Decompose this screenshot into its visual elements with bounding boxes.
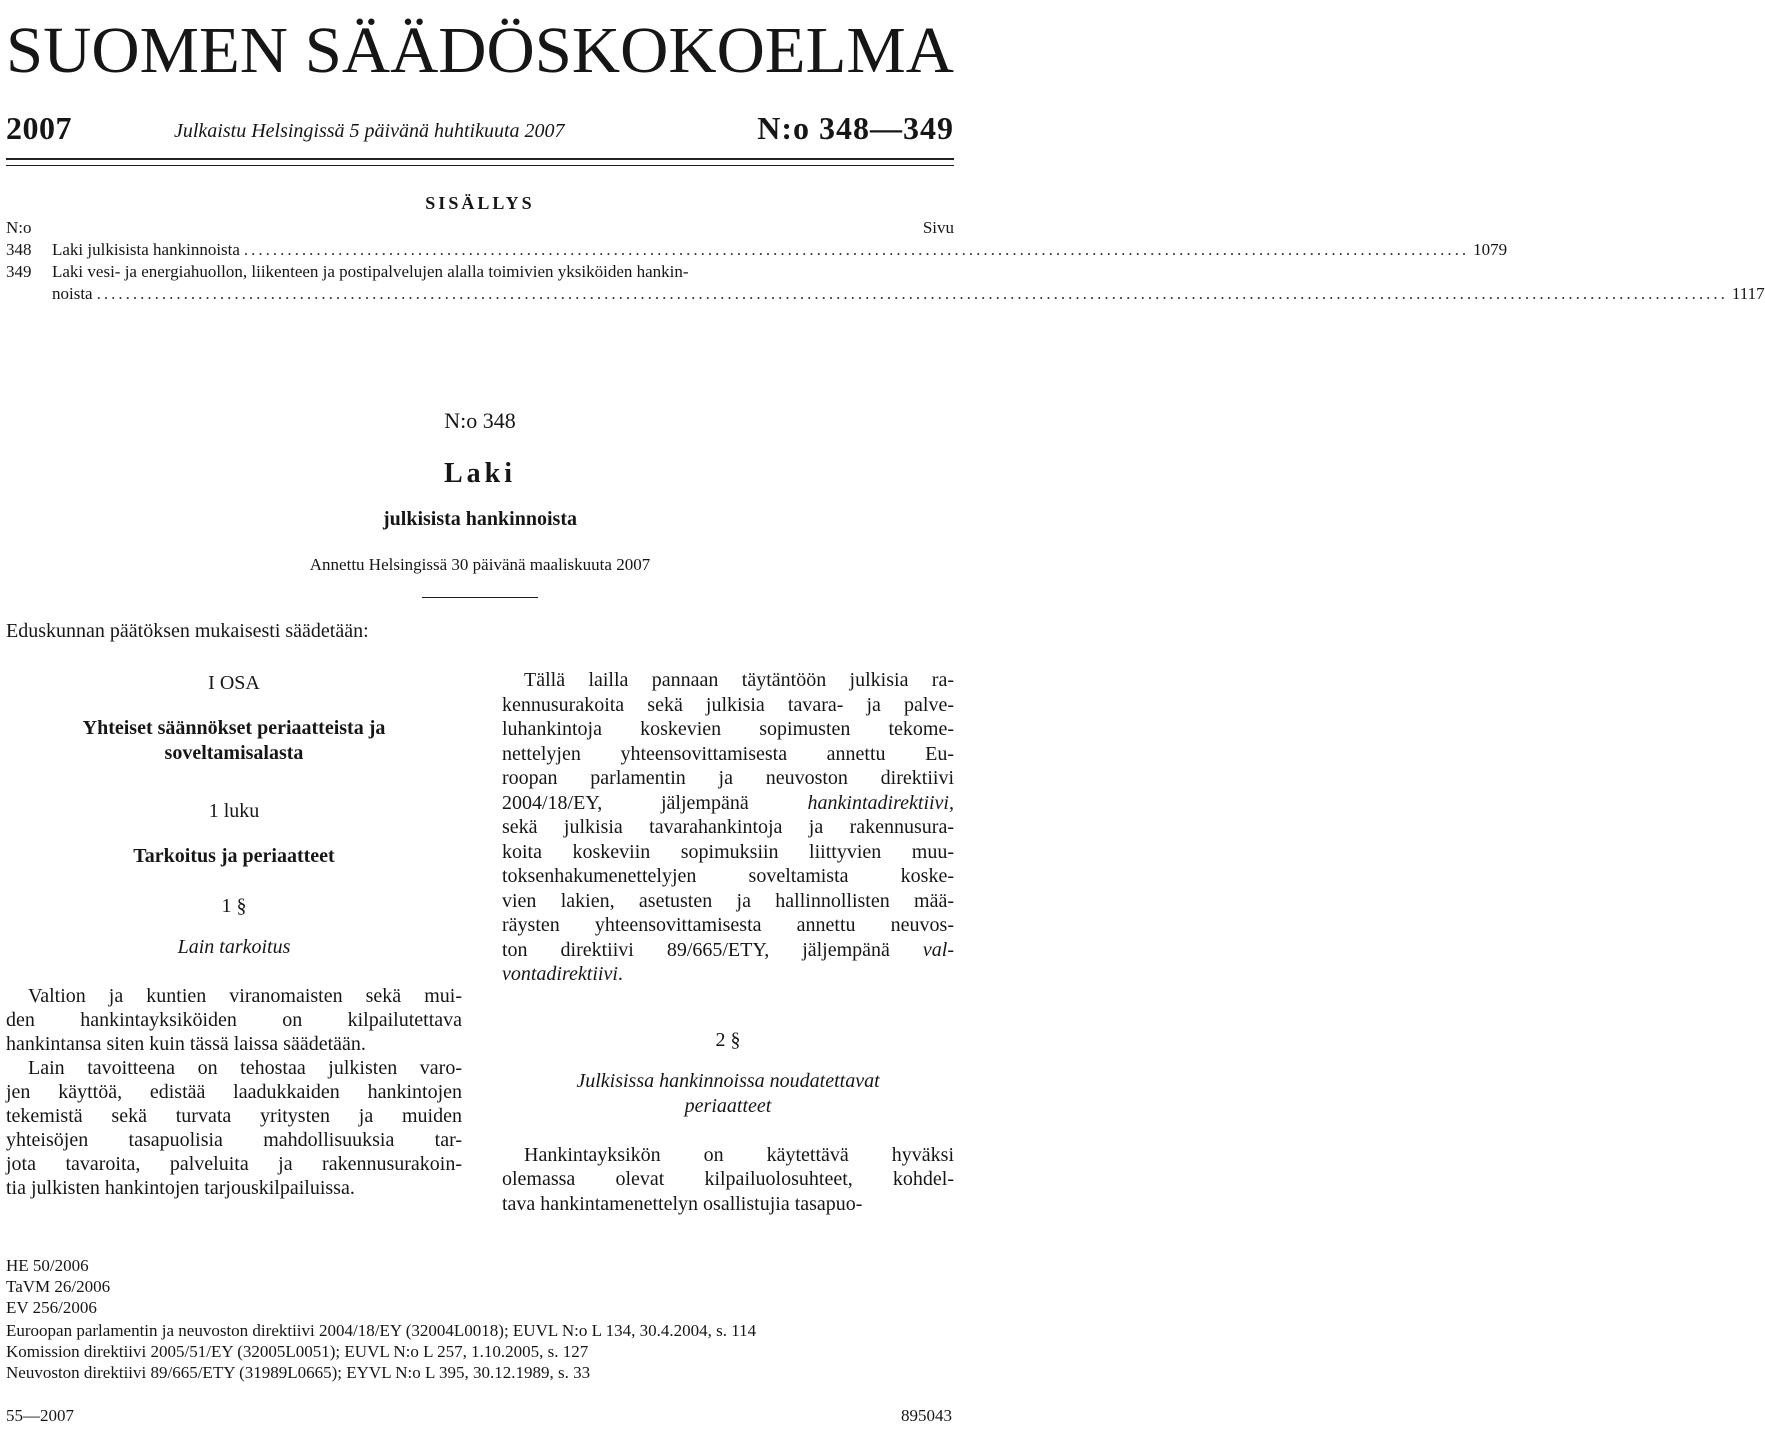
footer-left: 55—2007 — [6, 1406, 74, 1425]
toc-entry-continued[interactable] — [6, 283, 1765, 305]
text-line — [502, 938, 954, 963]
text-run: . — [617, 963, 623, 985]
text-run: ton direktiivi 89/665/ETY, jäljempänä — [502, 938, 923, 961]
text-line: nettelyjen yhteensovittamisesta annettu Eu- — [502, 742, 954, 765]
toc-entry-title: Laki julkisista hankinnoista — [52, 240, 240, 259]
masthead-rule-thick — [6, 158, 954, 160]
eu-reference-line: Komission direktiivi 2005/51/EY (32005L0051); EUVL N:o L 257, 1.10.2005, s. 127 — [6, 1342, 589, 1361]
part-title-line: Yhteiset säännökset periaatteista ja — [82, 717, 386, 739]
toc-indent — [6, 283, 52, 305]
text-line: sekä julkisia tavarahankintoja ja rakennusura- — [502, 816, 954, 838]
chapter-title: Tarkoitus ja periaatteet — [133, 845, 335, 867]
text-line: den hankintayksiköiden on kilpailutettava — [6, 1009, 462, 1031]
act-type: Laki — [443, 458, 517, 489]
reference-line: HE 50/2006 — [6, 1256, 89, 1275]
text-line: yhteisöjen tasapuolisia mahdollisuuksia tar- — [6, 1129, 462, 1151]
enactment-clause: Eduskunnan päätöksen mukaisesti säädetään: — [6, 620, 369, 642]
toc-header — [6, 217, 954, 239]
legislative-references — [6, 1255, 110, 1318]
text-line: Hankintayksikön on käytettävä hyväksi — [524, 1143, 954, 1166]
issue-row — [6, 110, 954, 154]
text-line — [502, 962, 954, 987]
paragraph — [6, 984, 462, 1200]
text-line: räysten yhteensovittamisesta annettu neuvos- — [502, 914, 954, 936]
reference-line: TaVM 26/2006 — [6, 1277, 111, 1296]
text-run: 2004/18/EY, jäljempänä — [502, 791, 808, 814]
left-column — [6, 668, 462, 1200]
toc-col-page: Sivu — [922, 218, 954, 237]
issue-published: Julkaistu Helsingissä 5 päivänä huhtikuuta 2007 — [174, 120, 565, 142]
act-number: N:o 348 — [444, 408, 516, 433]
toc-entry-page: 1079 — [1473, 240, 1508, 259]
footer-right: 895043 — [901, 1406, 952, 1425]
text-line: tekemistä sekä turvata yritysten ja muiden — [6, 1105, 462, 1127]
eu-references — [6, 1320, 756, 1383]
section-title: Lain tarkoitus — [177, 936, 291, 958]
term-valvontadirektiivi-end: vontadirektiivi — [502, 963, 618, 985]
text-line: koita koskeviin sopimuksiin liittyvien muu- — [502, 840, 954, 863]
section-title-line: Julkisissa hankinnoissa noudatettavat — [576, 1069, 880, 1092]
issue-numbers: N:o 348—349 — [757, 110, 954, 146]
issue-year: 2007 — [6, 110, 72, 146]
toc-leader-dots: ......................................................................................................................................................................... — [243, 240, 1470, 259]
masthead-rule-thin — [6, 165, 954, 166]
section-heading: 2 § — [715, 1028, 741, 1051]
text-line: Valtion ja kuntien viranomaisten sekä mui- — [28, 985, 462, 1007]
toc-entry-number: 348 — [6, 240, 32, 259]
toc-col-no: N:o — [6, 218, 32, 237]
act-divider — [422, 597, 538, 598]
eu-reference-line: Neuvoston direktiivi 89/665/ETY (31989L0665); EYVL N:o L 395, 30.12.1989, s. 33 — [6, 1363, 591, 1382]
section-title-line: periaatteet — [684, 1094, 772, 1117]
chapter-heading: 1 luku — [208, 800, 260, 822]
text-line: roopan parlamentin ja neuvoston direktiivi — [502, 767, 954, 789]
section-title — [502, 1069, 954, 1119]
toc-title: SISÄLLYS — [425, 193, 535, 213]
term-valvontadirektiivi-start: val- — [922, 938, 954, 961]
text-line: Tällä lailla pannaan täytäntöön julkisia ra- — [524, 669, 954, 691]
text-line: kennusurakoita sekä julkisia tavara- ja palve- — [502, 693, 954, 716]
eu-reference-line: Euroopan parlamentin ja neuvoston direktiivi 2004/18/EY (32004L0018); EUVL N:o L 134, 30.4.2004, s. 114 — [6, 1321, 757, 1340]
part-heading: I OSA — [208, 672, 260, 694]
text-line — [502, 791, 954, 816]
text-line: jen käyttöä, edistää laadukkaiden hankintojen — [6, 1081, 462, 1103]
toc-entry-number: 349 — [6, 262, 32, 281]
term-hankintadirektiivi: hankintadirektiivi, — [807, 791, 954, 814]
text-line: Lain tavoitteena on tehostaa julkisten varo- — [28, 1057, 462, 1079]
text-line: tia julkisten hankintojen tarjouskilpailuissa. — [6, 1177, 355, 1199]
text-line: toksenhakumenettelyjen soveltamista koske- — [502, 865, 954, 887]
toc-entry-title: Laki vesi- ja energiahuollon, liikenteen ja postipalvelujen alalla toimivien yksiköiden hankin- — [52, 262, 689, 281]
text-line: hankintansa siten kuin tässä laissa säädetään. — [6, 1033, 366, 1055]
reference-line: EV 256/2006 — [6, 1298, 97, 1317]
text-line: jota tavaroita, palveluita ja rakennusurakoin- — [6, 1153, 462, 1175]
toc-entry[interactable] — [6, 261, 954, 283]
text-line: olemassa olevat kilpailuolosuhteet, kohdel- — [502, 1168, 954, 1190]
paragraph — [502, 668, 954, 987]
act-given: Annettu Helsingissä 30 päivänä maaliskuuta 2007 — [309, 555, 651, 574]
right-column — [502, 668, 954, 1216]
text-line: tava hankintamenettelyn osallistujia tasapuo- — [502, 1192, 863, 1215]
paragraph — [502, 1143, 954, 1217]
section-heading: 1 § — [221, 895, 247, 917]
toc-leader-dots: ................................................................................................................................................................................................................................. — [96, 284, 1728, 303]
text-line: vien lakien, asetusten ja hallinnollisten mää- — [502, 889, 954, 912]
masthead — [6, 4, 958, 92]
toc-entry[interactable] — [6, 239, 1508, 261]
part-title — [6, 716, 462, 766]
text-line: luhankintoja koskevien sopimusten tekome- — [502, 718, 954, 740]
toc-entry-page: 1117 — [1731, 284, 1765, 303]
act-title: julkisista hankinnoista — [383, 508, 577, 530]
toc-entry-title-cont: noista — [52, 284, 93, 303]
masthead-title: SUOMEN SÄÄDÖSKOKOELMA — [6, 14, 955, 87]
part-title-line: soveltamisalasta — [164, 742, 304, 764]
masthead-title-graphic — [6, 4, 958, 92]
